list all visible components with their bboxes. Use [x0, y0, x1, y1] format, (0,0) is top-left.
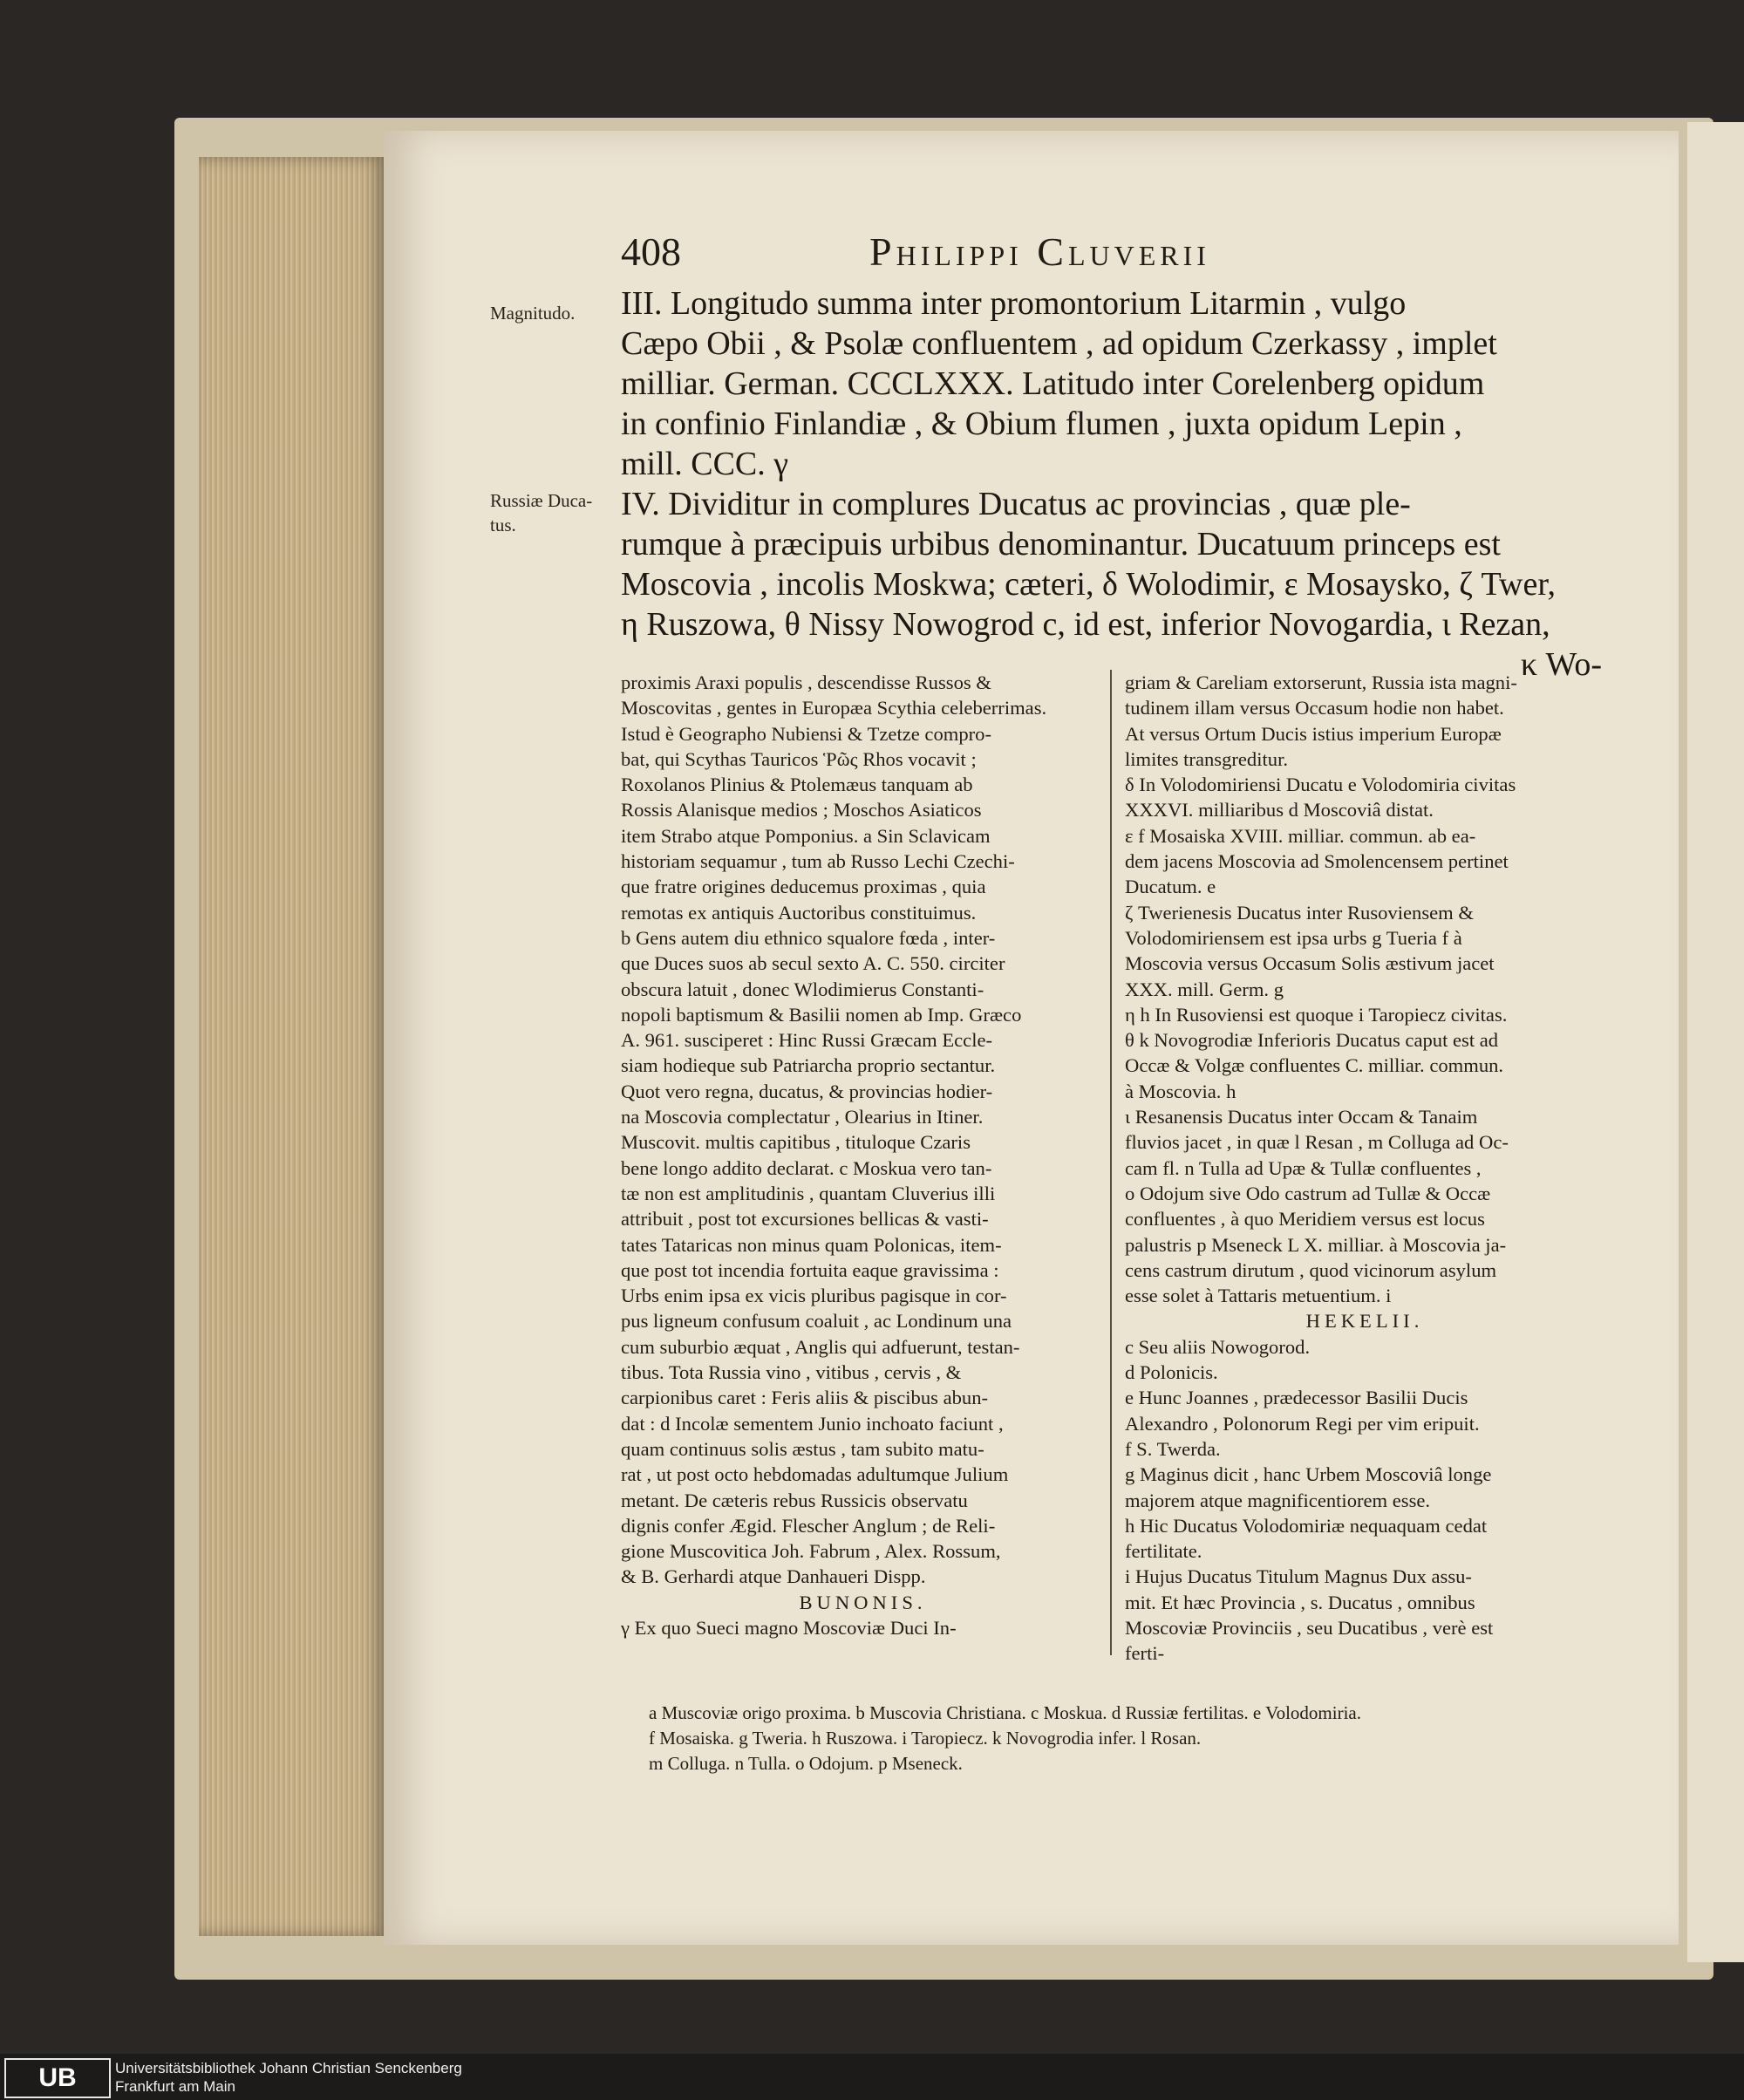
text-line: η h In Rusoviensi est quoque i Taropiecz civitas. — [1125, 1003, 1508, 1026]
text-line: remotas ex antiquis Auctoribus constituimus. — [621, 901, 977, 924]
text-line: Moscoviæ Provinciis , seu Ducatibus , verè est — [1125, 1616, 1494, 1639]
text-line: esse solet à Tattaris metuentium. i — [1125, 1285, 1392, 1307]
text-line: e Hunc Joannes , prædecessor Basilii Ducis — [1125, 1387, 1468, 1409]
text-line: majorem atque magnificentiorem esse. — [1125, 1489, 1431, 1511]
page-header — [621, 228, 1598, 277]
text-line: XXX. mill. Germ. g — [1125, 978, 1284, 1000]
text-line: Occæ & Volgæ confluentes C. milliar. commun. — [1125, 1054, 1504, 1077]
book-page-edges — [199, 157, 386, 1936]
text-line: que Duces suos ab secul sexto A. C. 550. circiter — [621, 952, 1005, 975]
text-line: dem jacens Moscovia ad Smolencensem pertinet — [1125, 850, 1509, 873]
left-column-notes — [621, 670, 1105, 1640]
text-line: Muscovit. multis capitibus , tituloque Czaris — [621, 1131, 971, 1154]
text-line: fluvios jacet , in quæ l Resan , m Colluga ad Oc- — [1125, 1131, 1509, 1154]
text-line: pus ligneum confusum coaluit , ac Londinum una — [621, 1310, 1012, 1333]
text-line: A. 961. susciperet : Hinc Russi Græcam Eccle- — [621, 1029, 993, 1052]
main-line: κ Wo- — [1520, 646, 1602, 683]
text-line: m Colluga. n Tulla. o Odojum. p Mseneck. — [649, 1753, 963, 1774]
main-line: III. Longitudo summa inter promontorium Litarmin , vulgo — [621, 285, 1407, 322]
text-line: que post tot incendia fortuita eaque gravissima : — [621, 1258, 999, 1281]
text-line: fertilitate. — [1125, 1540, 1202, 1563]
text-line: metant. De cæteris rebus Russicis observatu — [621, 1489, 968, 1511]
text-line: δ In Volodomiriensi Ducatu e Volodomiria civitas — [1125, 774, 1516, 796]
text-line: nopoli baptismum & Basilii nomen ab Imp. Græco — [621, 1003, 1022, 1026]
text-line: obscura latuit , donec Wlodimierus Constanti- — [621, 978, 984, 1000]
text-line: cum suburbio æquat , Anglis qui adfuerunt, testan- — [621, 1335, 1020, 1358]
margin-note-russiae-ducatus: Russiæ Duca- tus. — [490, 490, 593, 535]
adjacent-page-edge — [1687, 122, 1744, 1962]
text-line: que fratre origines deducemus proximas , quia — [621, 876, 986, 898]
main-line: Cæpo Obii , & Psolæ confluentem , ad opidum Czerkassy , implet — [621, 325, 1497, 362]
text-line: carpionibus caret : Feris aliis & piscibus abun- — [621, 1387, 989, 1409]
text-line: & B. Gerhardi atque Danhaueri Dispp. — [621, 1565, 926, 1588]
text-line: BUNONIS. — [799, 1591, 927, 1613]
text-line: Urbs enim ipsa ex vicis pluribus pagisque in cor- — [621, 1285, 1007, 1307]
text-line: tæ non est amplitudinis , quantam Cluverius illi — [621, 1182, 996, 1204]
main-line: milliar. German. CCCLXXX. Latitudo inter Corelenberg opidum — [621, 365, 1485, 402]
text-line: proximis Araxi populis , descendisse Russos & — [621, 672, 991, 693]
footnotes — [649, 1701, 1599, 1776]
main-line: IV. Dividitur in complures Ducatus ac provincias , quæ ple- — [621, 486, 1411, 522]
text-line: At versus Ortum Ducis istius imperium Europæ — [1125, 722, 1502, 745]
text-line: γ Ex quo Sueci magno Moscoviæ Duci In- — [621, 1616, 957, 1639]
text-line: bat, qui Scythas Tauricos Ῥῶς Rhos vocavit ; — [621, 747, 977, 770]
text-line: o Odojum sive Odo castrum ad Tullæ & Occæ — [1125, 1182, 1491, 1204]
text-line: historiam sequamur , tum ab Russo Lechi Czechi- — [621, 850, 1015, 873]
main-line: Moscovia , incolis Moskwa; cæteri, δ Wolodimir, ε Mosaysko, ζ Twer, — [621, 566, 1556, 603]
text-line: tibus. Tota Russia vino , vitibus , cervis , & — [621, 1361, 962, 1384]
library-logo: UB — [4, 2058, 111, 2098]
text-line: palustris p Mseneck L X. milliar. à Moscovia ja- — [1125, 1233, 1507, 1256]
text-line: f S. Twerda. — [1125, 1437, 1221, 1460]
right-column-notes — [1125, 670, 1604, 1667]
text-line: ε f Mosaiska XVIII. milliar. commun. ab ea- — [1125, 824, 1476, 847]
text-line: i Hujus Ducatus Titulum Magnus Dux assu- — [1125, 1565, 1472, 1588]
text-line: Quot vero regna, ducatus, & provincias hodier- — [621, 1080, 993, 1102]
text-line: ι Resanensis Ducatus inter Occam & Tanaim — [1125, 1106, 1478, 1128]
text-line: confluentes , à quo Meridiem versus est locus — [1125, 1208, 1485, 1231]
column-divider — [1110, 670, 1112, 1655]
library-name: Universitätsbibliothek Johann Christian Senckenberg Frankfurt am Main — [115, 2060, 462, 2095]
text-line: g Maginus dicit , hanc Urbem Moscoviâ longe — [1125, 1463, 1492, 1486]
text-line: f Mosaiska. g Tweria. h Ruszowa. i Taropiecz. k Novogrodia infer. l Rosan. — [649, 1728, 1202, 1749]
text-line: ferti- — [1125, 1642, 1165, 1665]
text-line: ζ Twerienesis Ducatus inter Rusoviensem & — [1125, 901, 1474, 924]
text-line: Roxolanos Plinius & Ptolemæus tanquam ab — [621, 774, 973, 796]
text-line: Istud è Geographo Nubiensi & Tzetze compro- — [621, 722, 991, 745]
text-line: gione Muscovitica Joh. Fabrum , Alex. Rossum, — [621, 1540, 1001, 1563]
margin-note-magnitudo: Magnitudo. — [490, 303, 576, 324]
text-line: dignis confer Ægid. Flescher Anglum ; de Reli- — [621, 1514, 996, 1537]
text-line: c Seu aliis Nowogorod. — [1125, 1335, 1311, 1358]
text-line: Moscovitas , gentes in Europæa Scythia celeberrimas. — [621, 697, 1047, 719]
text-line: θ k Novogrodiæ Inferioris Ducatus caput est ad — [1125, 1029, 1499, 1052]
text-line: griam & Careliam extorserunt, Russia ista magni- — [1125, 672, 1517, 693]
text-line: quam continuus solis æstus , tam subito matu- — [621, 1437, 984, 1460]
text-line: mit. Et hæc Provincia , s. Ducatus , omnibus — [1125, 1591, 1475, 1613]
text-line: b Gens autem diu ethnico squalore fœda , inter- — [621, 926, 996, 949]
text-line: a Muscoviæ origo proxima. b Muscovia Christiana. c Moskua. d Russiæ fertilitas. e Volodomiria. — [649, 1702, 1361, 1723]
text-line: Moscovia versus Occasum Solis æstivum jacet — [1125, 952, 1495, 975]
text-line: d Polonicis. — [1125, 1361, 1218, 1384]
running-title: Philippi Cluverii — [869, 229, 1210, 274]
main-line: η Ruszowa, θ Nissy Nowogrod c, id est, inferior Novogardia, ι Rezan, — [621, 606, 1550, 643]
text-line: na Moscovia complectatur , Olearius in Itiner. — [621, 1106, 984, 1128]
main-line: mill. CCC. γ — [621, 446, 789, 482]
library-banner — [0, 2054, 1744, 2100]
text-line: HEKELII. — [1305, 1310, 1424, 1333]
text-line: tates Tataricas non minus quam Polonicas, item- — [621, 1233, 1002, 1256]
page-number: 408 — [621, 229, 681, 274]
text-line: cens castrum dirutum , quod vicinorum asylum — [1125, 1258, 1497, 1281]
text-line: Volodomiriensem est ipsa urbs g Tueria f à — [1125, 926, 1462, 949]
text-line: h Hic Ducatus Volodomiriæ nequaquam cedat — [1125, 1514, 1488, 1537]
text-line: XXXVI. milliaribus d Moscoviâ distat. — [1125, 799, 1434, 822]
text-line: à Moscovia. h — [1125, 1080, 1236, 1102]
text-line: Ducatum. e — [1125, 876, 1216, 898]
main-line: rumque à præcipuis urbibus denominantur. Ducatuum princeps est — [621, 526, 1501, 562]
text-line: siam hodieque sub Patriarcha proprio sectantur. — [621, 1054, 996, 1077]
text-line: rat , ut post octo hebdomadas adultumque Julium — [621, 1463, 1009, 1486]
text-line: cam fl. n Tulla ad Upæ & Tullæ confluentes , — [1125, 1156, 1482, 1179]
text-line: limites transgreditur. — [1125, 747, 1288, 770]
text-line: bene longo addito declarat. c Moskua vero tan- — [621, 1156, 992, 1179]
text-line: Rossis Alanisque medios ; Moschos Asiaticos — [621, 799, 982, 822]
text-line: Alexandro , Polonorum Regi per vim eripuit. — [1125, 1412, 1480, 1435]
main-line: in confinio Finlandiæ , & Obium flumen , juxta opidum Lepin , — [621, 406, 1462, 442]
text-line: item Strabo atque Pomponius. a Sin Sclavicam — [621, 824, 991, 847]
text-line: tudinem illam versus Occasum hodie non habet. — [1125, 697, 1504, 719]
main-text — [621, 283, 1602, 685]
text-line: attribuit , post tot excursiones bellicas & vasti- — [621, 1208, 989, 1231]
text-line: dat : d Incolæ sementem Junio inchoato faciunt , — [621, 1412, 1004, 1435]
